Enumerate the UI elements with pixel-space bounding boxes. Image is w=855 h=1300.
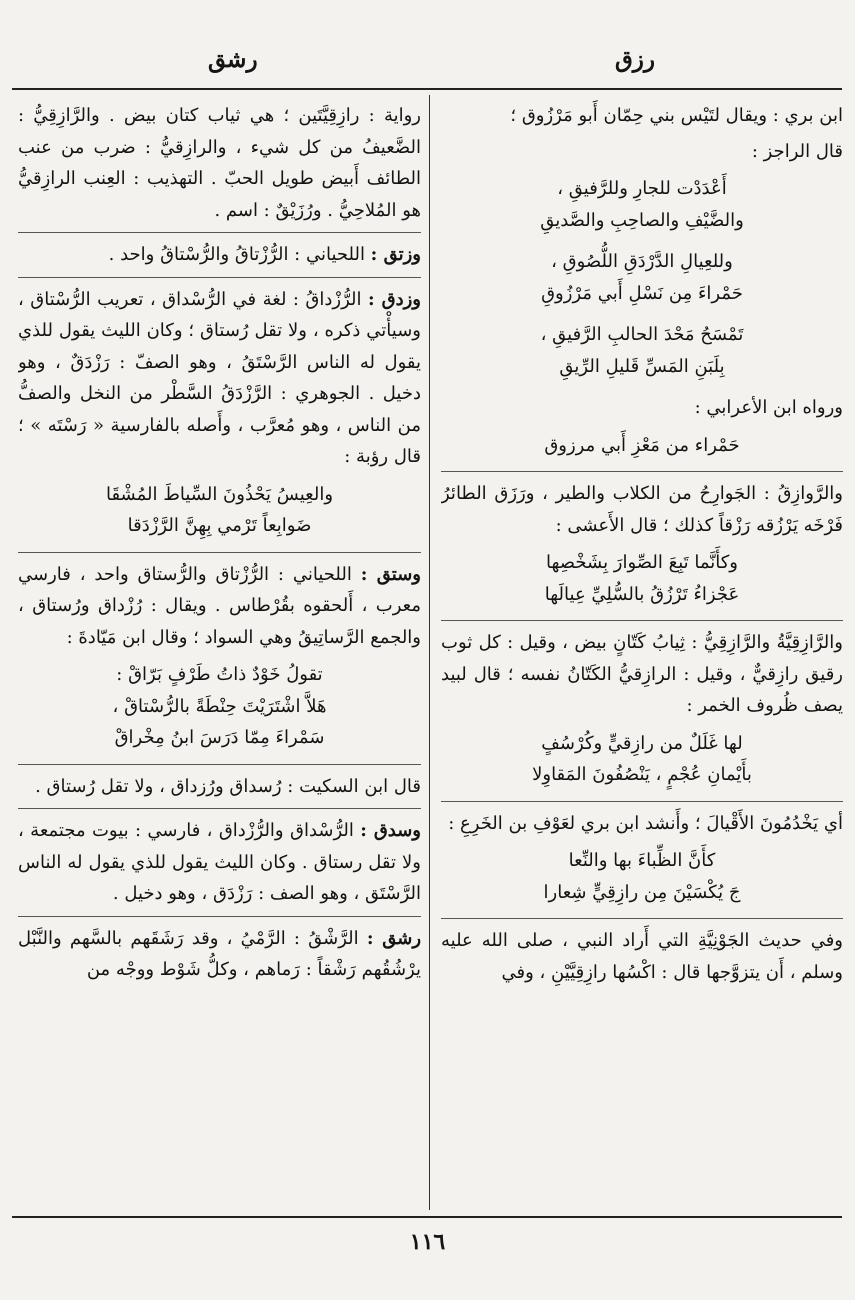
entry-headword: وسدق : bbox=[360, 820, 421, 841]
verse-line: كأَنَّ الظِّباءَ بها والنِّعا bbox=[568, 850, 716, 871]
separator bbox=[441, 801, 843, 802]
paragraph: والرَّازِقِيَّةُ والرَّازِقِيُّ : ثِيابُ كَتّانٍ بيض ، وقيل : كل ثوب رقيق رازِقيٌّ ، وقيل : الرازِقيُّ الكَتّانُ نفسه ؛ قال لبيد يصف ظُروف الخمر : bbox=[441, 632, 843, 716]
separator bbox=[18, 277, 421, 278]
entry-text: الرُّزْداقُ : لغة في الرُّسْداق ، تعريب الرُّسْتاق ، وسيأْتي ذكره ، ولا تقل رُستاق ؛ وكان الليث يقول للذي يقول له الناس الرَّسْتَقُ ، وهو الصفّ : رَزْدَقٌ ، وهو دخيل . الجوهري : الرَّزْدَقُ السَّطْر من النخل والصفُّ من الناس ، وهو مُعرَّب ، وأَصله بالفارسية « رَسْتَه » ؛ قال رؤبة : bbox=[18, 288, 421, 467]
separator bbox=[18, 552, 421, 553]
verse bbox=[441, 430, 843, 462]
left-column-header: رشق bbox=[208, 46, 258, 73]
verse-line: بِلَبَنِ المَسِّ قَليلِ الرِّيقِ bbox=[559, 355, 725, 377]
dictionary-entry bbox=[18, 815, 421, 910]
separator bbox=[441, 918, 843, 919]
paragraph: قال الراجز : bbox=[751, 140, 843, 162]
verse-line: تقولُ خَوْدٌ ذاتُ طَرْفٍ بَرّاقْ : bbox=[116, 664, 323, 685]
verse-line: أَعْدَدْت للجارِ وللرَّفيقِ ، bbox=[557, 178, 727, 199]
paragraph: قال ابن السكيت : رُسداق ورُزداق ، ولا تقل رُستاق . bbox=[35, 775, 421, 797]
column-divider bbox=[429, 95, 430, 1210]
verse bbox=[441, 728, 843, 791]
separator bbox=[18, 916, 421, 917]
entry-text: اللحياني : الرُّزْتاقُ والرُّسْتاقُ واحد . bbox=[108, 244, 371, 265]
verse-line: ضَوابِعاً تَرْمي بِهِنَّ الرَّزْدَقا bbox=[127, 515, 312, 536]
header-rule bbox=[12, 88, 842, 90]
footer-rule bbox=[12, 1216, 842, 1218]
dictionary-entry bbox=[18, 923, 421, 986]
dictionary-entry bbox=[18, 559, 421, 654]
verse bbox=[441, 319, 843, 382]
entry-text: الرَّشْقُ : الرَّمْيُ ، وقد رَشَقَهم بالسَّهم والنَّبْل يرْشُقُهم رَشْقاً : رَماهم ، وكلُّ شَوْط ووجْه من bbox=[18, 927, 421, 980]
paragraph: وفي حديث الجَوْنِيَّةِ التي أَراد النبي ، صلى الله عليه وسلم ، أَن يتزوَّجها قال : اكْسُها رازِقِيَّيْنِ ، وفي bbox=[441, 930, 843, 983]
verse-line: وللعِيالِ الدَّرْدَقِ اللُّصُوقِ ، bbox=[551, 251, 733, 272]
verse-line: جَ يُكْسَيْنَ مِن رازِقِيٍّ شِعارا bbox=[543, 881, 741, 903]
verse-line: والعِيسُ يَحْذُونَ السِّياطَ المُشْقَا bbox=[105, 483, 334, 505]
verse-line: هَلاَّ اشْتَرَيْتَ حِنْطَةً بالرُّسْتاقْ ، bbox=[112, 695, 327, 717]
paragraph: والرَّوازِقُ : الجَوارِحُ من الكلاب والطير ، ورَزَق الطائرُ فَرْخَه يَرْزُقه رَزْقاً كذلك ؛ قال الأَعشى : bbox=[441, 483, 843, 536]
verse bbox=[18, 479, 421, 542]
entry-headword: وزتق : bbox=[370, 244, 421, 265]
dictionary-entry bbox=[18, 239, 421, 271]
verse-line: حَمْراء من مَعْزِ أَبي مرزوق bbox=[544, 434, 740, 456]
verse-line: سَمْراءَ مِمّا دَرَسَ ابنُ مِخْراقْ bbox=[114, 727, 325, 748]
paragraph: رواية : رازِقِيَّتَين ؛ هي ثياب كتان بيض . والرَّازِقِيُّ : الضَّعيفُ من كل شيء ، والرازِقيُّ : ضرب من عنب الطائف أَبيض طويل الحبّ . التهذيب : العِنب الرازِقيُّ هو المُلاحِيُّ . ورُزَيْقٌ : اسم . bbox=[18, 105, 421, 221]
separator bbox=[18, 808, 421, 809]
verse bbox=[441, 246, 843, 309]
separator bbox=[441, 620, 843, 621]
dictionary-entry bbox=[18, 284, 421, 473]
verse bbox=[441, 547, 843, 610]
verse-line: والضَّيْفِ والصاحِبِ والصَّديقِ bbox=[540, 209, 744, 231]
verse bbox=[441, 845, 843, 908]
verse-line: بأَيْمانِ عُجْمٍ ، يَنْصُفُونَ المَقاوِلا bbox=[532, 764, 752, 785]
paragraph: أي يَخْدُمُونَ الأَقْيالَ ؛ وأَنشد ابن بري لعَوْفِ بن الخَرِعِ : bbox=[448, 812, 843, 834]
entry-headword: وستق : bbox=[360, 563, 421, 585]
verse bbox=[441, 173, 843, 236]
entry-headword: رشق : bbox=[366, 927, 421, 949]
entry-text: اللحياني : الرُّزْتاق والرُّستاق واحد ، فارسي معرب ، أَلحقوه بقُرْطاس . ويقال : رُزْداق ورُستاق ، والجمع الرَّساتِيقُ وهي السواد ؛ وقال ابن مَيّادةَ : bbox=[18, 563, 421, 648]
verse-line: عَجْزاءُ تَرْزُقُ بالسُّلِيِّ عِيالَها bbox=[544, 583, 740, 605]
separator bbox=[441, 471, 843, 472]
verse bbox=[18, 659, 421, 754]
right-column-header: رزق bbox=[614, 46, 655, 73]
verse-line: تَمْسَحُ مَحْدَ الحالبِ الرَّفيقِ ، bbox=[540, 324, 744, 345]
separator bbox=[18, 232, 421, 233]
entry-headword: وزدق : bbox=[367, 288, 421, 310]
left-column bbox=[18, 100, 421, 1210]
page-number: ١١٦ bbox=[409, 1229, 446, 1255]
entry-text: الرُّسْداق والرُّزْداق ، فارسي : بيوت مجتمعة ، ولا تقل رستاق . وكان الليث يقول للذي يقول له الناس الرَّسْتَق ، وهو الصف : رَزْدَق ، وهو دخيل . bbox=[18, 820, 421, 904]
verse-line: وكأَنَّما تَبِعَ الصِّوارَ بِشَخْصِها bbox=[546, 552, 738, 573]
paragraph: ورواه ابن الأعرابي : bbox=[694, 397, 843, 418]
verse-line: لها غَلَلٌ من رازِقيٍّ وكُرْسُفٍ bbox=[541, 732, 743, 754]
right-column bbox=[441, 100, 843, 1210]
paragraph: ابن بري : ويقال لتَيْس بني حِمّان أَبو مَرْزُوق ؛ bbox=[510, 105, 843, 126]
separator bbox=[18, 764, 421, 765]
verse-line: حَمْراءَ مِن نَسْلِ أَبي مَرْزُوقِ bbox=[541, 282, 743, 304]
